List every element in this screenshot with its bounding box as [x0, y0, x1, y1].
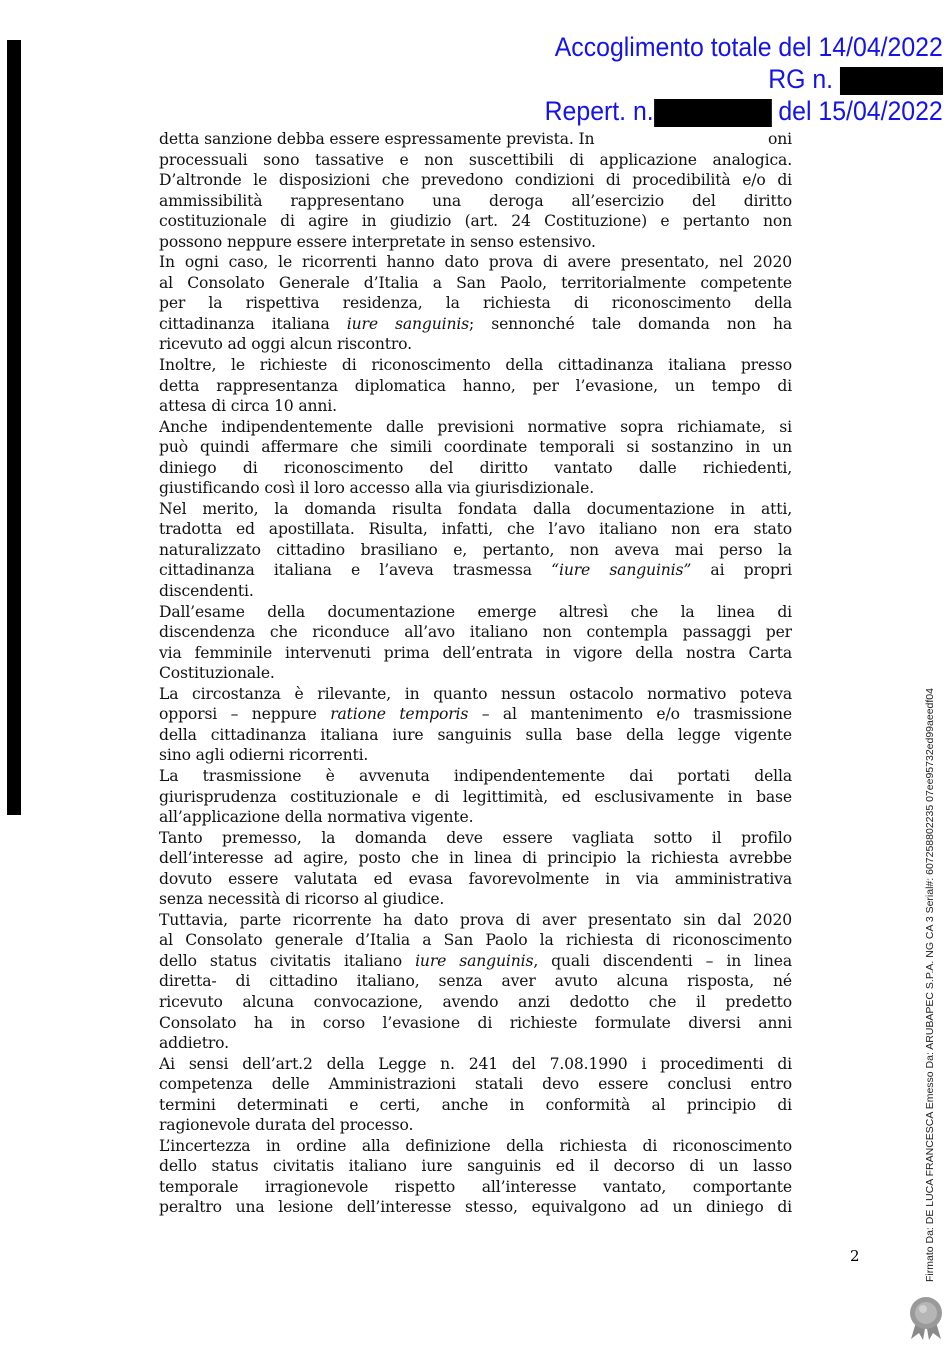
text: ricevuto ad oggi alcun riscontro.	[159, 335, 412, 354]
text: addietro.	[159, 1034, 229, 1053]
text: ragionevole durata del processo.	[159, 1116, 414, 1135]
text: Tuttavia, parte ricorrente ha dato prova di aver presentato sin dal 2020	[159, 910, 792, 929]
text-line	[159, 232, 792, 253]
text-line	[159, 787, 792, 808]
text: La trasmissione è avvenuta indipendentemente dai portati della	[159, 766, 792, 785]
text: L’incertezza in ordine alla definizione della richiesta di riconoscimento	[159, 1136, 792, 1155]
text-line	[159, 211, 792, 232]
text: competenza delle Amministrazioni statali devo essere conclusi entro	[159, 1075, 792, 1094]
repert-number	[545, 96, 943, 127]
text: opporsi – neppure	[159, 705, 331, 724]
text: costituzionale di agire in giudizio (art. 24 Costituzione) e pertanto non	[159, 212, 792, 231]
text: può quindi affermare che simili coordinate temporali si sostanzino in un	[159, 438, 792, 457]
text-line	[159, 745, 792, 766]
text: La circostanza è rilevante, in quanto nessun ostacolo normativo poteva	[159, 684, 792, 703]
text-line	[159, 581, 792, 602]
text-line	[159, 1115, 792, 1136]
text: Dall’esame della documentazione emerge altresì che la linea di	[159, 602, 792, 621]
text-line	[159, 1054, 792, 1075]
text-line	[159, 663, 792, 684]
text: della cittadinanza italiana iure sanguinis sulla base della legge vigente	[159, 725, 792, 744]
rg-number	[768, 64, 943, 95]
text: dell’interesse ad agire, posto che in linea di principio la richiesta avrebbe	[159, 849, 792, 868]
text-line	[159, 1033, 792, 1054]
text-line	[159, 437, 792, 458]
text: Anche indipendentemente dalle previsioni normative sopra richiamate, si	[159, 417, 792, 436]
repert-label: Repert. n.	[544, 96, 654, 126]
text-line	[159, 334, 792, 355]
text: diniego di riconoscimento del diritto vantato dalle richiedenti,	[159, 458, 792, 477]
text-line	[159, 910, 792, 931]
text: giurisprudenza costituzionale e di legittimità, ed esclusivamente in base	[159, 787, 792, 806]
text: ; sennonché tale domanda non ha	[469, 314, 792, 333]
text-line	[159, 1177, 792, 1198]
text-line	[159, 807, 792, 828]
text: termini determinati e certi, anche in conformità al principio di	[159, 1095, 792, 1114]
repert-date: del 15/04/2022	[778, 96, 943, 126]
text: processuali sono tassative e non suscettibili di applicazione analogica.	[159, 150, 792, 169]
text: Tanto premesso, la domanda deve essere vagliata sotto il profilo	[159, 828, 792, 847]
text: D’altronde le disposizioni che prevedono condizioni di procedibilità e/o di	[159, 171, 792, 190]
text-line	[159, 622, 792, 643]
text-line	[159, 643, 792, 664]
text-line	[159, 1095, 792, 1116]
text-line	[159, 519, 792, 540]
text: possono neppure essere interpretate in senso estensivo.	[159, 232, 596, 251]
text: dello status civitatis italiano iure sanguinis ed il decorso di un lasso	[159, 1157, 792, 1176]
redaction-box	[654, 99, 772, 127]
text: cittadinanza italiana	[159, 314, 347, 333]
text-line	[159, 766, 792, 787]
text: dovuto essere valutata ed evasa favorevolmente in via amministrativa	[159, 869, 792, 888]
text: giustificando così il loro accesso alla via giurisdizionale.	[159, 479, 595, 498]
redaction-box	[840, 67, 943, 95]
text-line	[159, 376, 792, 397]
text-line	[159, 1197, 792, 1218]
text-line	[159, 540, 792, 561]
text-line	[159, 1013, 792, 1034]
page-number: 2	[850, 1247, 860, 1265]
text-line	[159, 951, 792, 972]
text-line	[159, 1074, 792, 1095]
text: Nel merito, la domanda risulta fondata dalla documentazione in atti,	[159, 499, 792, 518]
text: temporale irragionevole rispetto all’interesse vantato, comportante	[159, 1177, 792, 1196]
text: via femminile intervenuti prima dell’entrata in vigore della nostra Carta	[159, 643, 792, 662]
text-line	[159, 971, 792, 992]
text: Ai sensi dell’art.2 della Legge n. 241 del 7.08.1990 i procedimenti di	[159, 1054, 792, 1073]
text-line	[159, 150, 792, 171]
text-line	[159, 828, 792, 849]
text: ai propri	[691, 561, 792, 580]
seal-icon	[905, 1295, 947, 1341]
text-line	[159, 704, 792, 725]
text: al Consolato generale d’Italia a San Paolo la richiesta di riconoscimento	[159, 931, 792, 950]
text-line	[159, 725, 792, 746]
rg-label: RG n.	[768, 64, 834, 94]
text-line	[159, 930, 792, 951]
document-body	[159, 129, 792, 1218]
text-line	[159, 848, 792, 869]
text: peraltro una lesione dell’interesse stesso, equivalgono ad un diniego di	[159, 1198, 792, 1217]
text: all’applicazione della normativa vigente.	[159, 808, 474, 827]
text-line	[159, 293, 792, 314]
text-line	[159, 869, 792, 890]
italic-text: ratione temporis	[330, 705, 469, 724]
decision-header: Accoglimento totale del 14/04/2022	[554, 32, 943, 62]
text-line	[159, 889, 792, 910]
italic-text: iure sanguinis	[415, 951, 534, 970]
text-line	[159, 1136, 792, 1157]
text-line	[159, 396, 792, 417]
text: attesa di circa 10 anni.	[159, 397, 337, 416]
text: detta sanzione debba essere espressamente prevista. In	[159, 130, 595, 148]
text-line	[159, 684, 792, 705]
text: Consolato ha in corso l’evasione di richieste formulate diversi anni	[159, 1013, 792, 1032]
text-line	[159, 458, 792, 479]
text-line	[159, 602, 792, 623]
text: ricevuto alcuna convocazione, avendo anzi dedotto che il predetto	[159, 992, 792, 1011]
text: ammissibilità rappresentano una deroga all’esercizio del diritto	[159, 191, 792, 210]
text: In ogni caso, le ricorrenti hanno dato prova di avere presentato, nel 2020	[159, 253, 792, 272]
text: Inoltre, le richieste di riconoscimento della cittadinanza italiana presso	[159, 356, 792, 375]
italic-text: “iure sanguinis”	[551, 561, 692, 580]
text-line	[159, 355, 792, 376]
text: senza necessità di ricorso al giudice.	[159, 890, 445, 909]
text: dello status civitatis italiano	[159, 951, 416, 970]
text: naturalizzato cittadino brasiliano e, pertanto, non aveva mai perso la	[159, 540, 792, 559]
italic-text: iure sanguinis	[346, 314, 470, 333]
text-line	[159, 191, 792, 212]
text-line	[159, 273, 792, 294]
text-line	[159, 417, 792, 438]
text-line	[159, 314, 792, 335]
text: – al mantenimento e/o trasmissione	[468, 705, 792, 724]
text: al Consolato Generale d’Italia a San Paolo, territorialmente competente	[159, 273, 792, 292]
text: diretta- di cittadino italiano, senza aver avuto alcuna risposta, né	[159, 972, 792, 991]
text-line	[159, 499, 792, 520]
text-line	[159, 560, 792, 581]
left-margin-bar	[7, 40, 21, 815]
text: discendenti.	[159, 582, 254, 601]
text: tradotta ed apostillata. Risulta, infatti, che l’avo italiano non era stato	[159, 520, 792, 539]
text: , quali discendenti – in linea	[533, 951, 792, 970]
text: per la rispettiva residenza, la richiesta di riconoscimento della	[159, 294, 792, 313]
text-line	[159, 1156, 792, 1177]
text: discendenza che riconduce all’avo italiano non contempla passaggi per	[159, 623, 792, 642]
text-line	[159, 170, 792, 191]
signature-text: Firmato Da: DE LUCA FRANCESCA Emesso Da: ARUBAPEC S.P.A. NG CA 3 Serial#: 607258802235 07ee95732ed99aeedf04	[924, 688, 936, 1282]
text: detta rappresentanza diplomatica hanno, per l’evasione, un tempo di	[159, 376, 792, 395]
text: sino agli odierni ricorrenti.	[159, 746, 369, 765]
text: Costituzionale.	[159, 664, 275, 683]
text: oni	[768, 130, 792, 148]
text-line	[159, 478, 792, 499]
text-line	[159, 252, 792, 273]
text-line	[159, 992, 792, 1013]
text: cittadinanza italiana e l’aveva trasmessa	[159, 561, 552, 580]
text-line	[159, 129, 792, 150]
